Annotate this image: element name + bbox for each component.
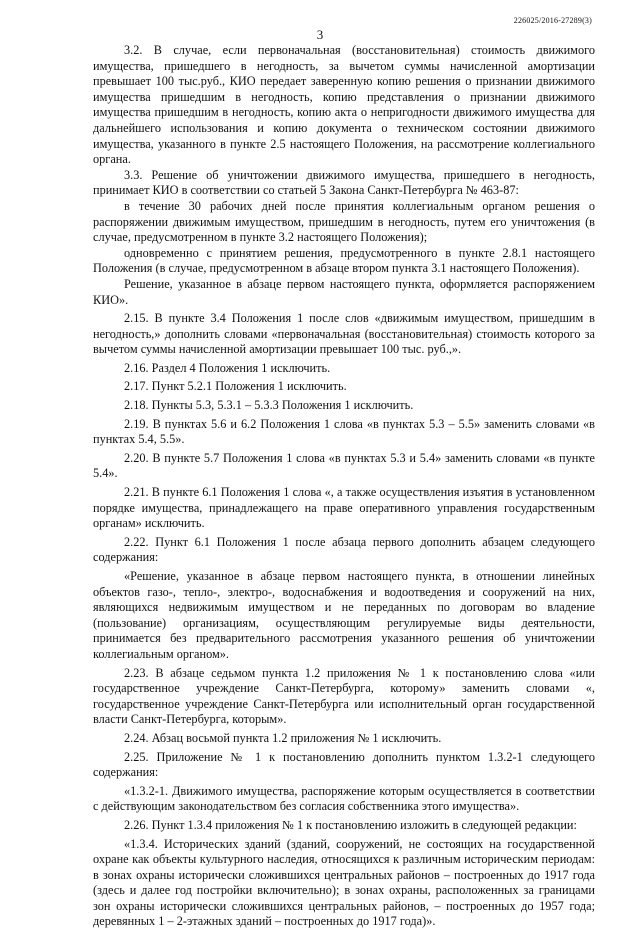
paragraph: 2.26. Пункт 1.3.4 приложения № 1 к постановлению изложить в следующей редакции: xyxy=(93,818,595,834)
document-id: 226025/2016-27289(3) xyxy=(514,13,592,29)
paragraph: 2.22. Пункт 6.1 Положения 1 после абзаца первого дополнить абзацем следующего содержания: xyxy=(93,535,595,566)
paragraph: 2.16. Раздел 4 Положения 1 исключить. xyxy=(93,361,595,377)
paragraph: 2.20. В пункте 5.7 Положения 1 слова «в пунктах 5.3 и 5.4» заменить словами «в пункте 5.4». xyxy=(93,451,595,482)
paragraph: «Решение, указанное в абзаце первом настоящего пункта, в отношении линейных объектов газо-, тепло-, электро-, водоснабжения и водоотведения и сооружений на них, являющихся недвижимым имуществом и не переданных по договорам во владение (пользование) организациям, осуществляющим регулируемые виды деятельности, принимается без предварительного рассмотрения указанного решения об уничтожении коллегиальным органом». xyxy=(93,569,595,663)
document-body xyxy=(93,43,595,930)
paragraph: 2.21. В пункте 6.1 Положения 1 слова «, а также осуществления изъятия в установленном порядке имущества, принадлежащего на праве оперативного управления государственным органам» исключить. xyxy=(93,485,595,532)
paragraph: Решение, указанное в абзаце первом настоящего пункта, оформляется распоряжением КИО». xyxy=(93,277,595,308)
paragraph: 2.23. В абзаце седьмом пункта 1.2 приложения № 1 к постановлению слова «или государственное учреждение Санкт-Петербурга, которому» заменить словами «, государственное учреждение Санкт-Петербурга или исполнительный орган государственной власти Санкт-Петербурга, которым». xyxy=(93,666,595,728)
paragraph: «1.3.2-1. Движимого имущества, распоряжение которым осуществляется в соответствии с действующим законодательством без согласия собственника этого имущества». xyxy=(93,784,595,815)
paragraph: 2.17. Пункт 5.2.1 Положения 1 исключить. xyxy=(93,379,595,395)
paragraph: «1.3.4. Исторических зданий (зданий, сооружений, не состоящих на государственной охране как объекты культурного наследия, относящихся к различным историческим периодам: в зонах охраны исторически сложившихся центральных районов – построенных до 1917 года (здесь и далее год постройки включительно); в зонах охраны, расположенных за границами зон охраны исторически сложившихся центральных районов, – построенных до 1957 года; деревянных 1 – 2-этажных зданий – построенных до 1917 года)». xyxy=(93,837,595,930)
page-number: 3 xyxy=(0,27,640,43)
paragraph: 2.19. В пунктах 5.6 и 6.2 Положения 1 слова «в пунктах 5.3 – 5.5» заменить словами «в пунктах 5.4, 5.5». xyxy=(93,417,595,448)
paragraph: одновременно с принятием решения, предусмотренного в пункте 2.8.1 настоящего Положения (в случае, предусмотренном в абзаце втором пункта 3.1 настоящего Положения). xyxy=(93,246,595,277)
paragraph: в течение 30 рабочих дней после принятия коллегиальным органом решения о распоряжении движимым имуществом, пришедшим в негодность, путем его уничтожения (в случае, предусмотренном в пункте 3.2 настоящего Положения); xyxy=(93,199,595,246)
paragraph: 3.3. Решение об уничтожении движимого имущества, пришедшего в негодность, принимает КИО в соответствии со статьей 5 Закона Санкт-Петербурга № 463-87: xyxy=(93,168,595,199)
paragraph: 3.2. В случае, если первоначальная (восстановительная) стоимость движимого имущества, пришедшего в негодность, за вычетом суммы начисленной амортизации превышает 100 тыс.руб., КИО передает заверенную копию решения о признании движимого имущества пришедшим в негодность, копию представления о признании движимого имущества пришедшим в негодность, копию акта о непригодности движимого имущества для дальнейшего использования и копию документа о техническом состоянии движимого имущества, указанного в пункте 2.5 настоящего Положения, на рассмотрение коллегиального органа. xyxy=(93,43,595,168)
paragraph: 2.18. Пункты 5.3, 5.3.1 – 5.3.3 Положения 1 исключить. xyxy=(93,398,595,414)
paragraph: 2.24. Абзац восьмой пункта 1.2 приложения № 1 исключить. xyxy=(93,731,595,747)
paragraph: 2.15. В пункте 3.4 Положения 1 после слов «движимым имуществом, пришедшим в негодность,» дополнить словами «первоначальная (восстановительная) стоимость которого за вычетом суммы начисленной амортизации превышает 100 тыс. руб.,». xyxy=(93,311,595,358)
paragraph: 2.25. Приложение № 1 к постановлению дополнить пунктом 1.3.2-1 следующего содержания: xyxy=(93,750,595,781)
